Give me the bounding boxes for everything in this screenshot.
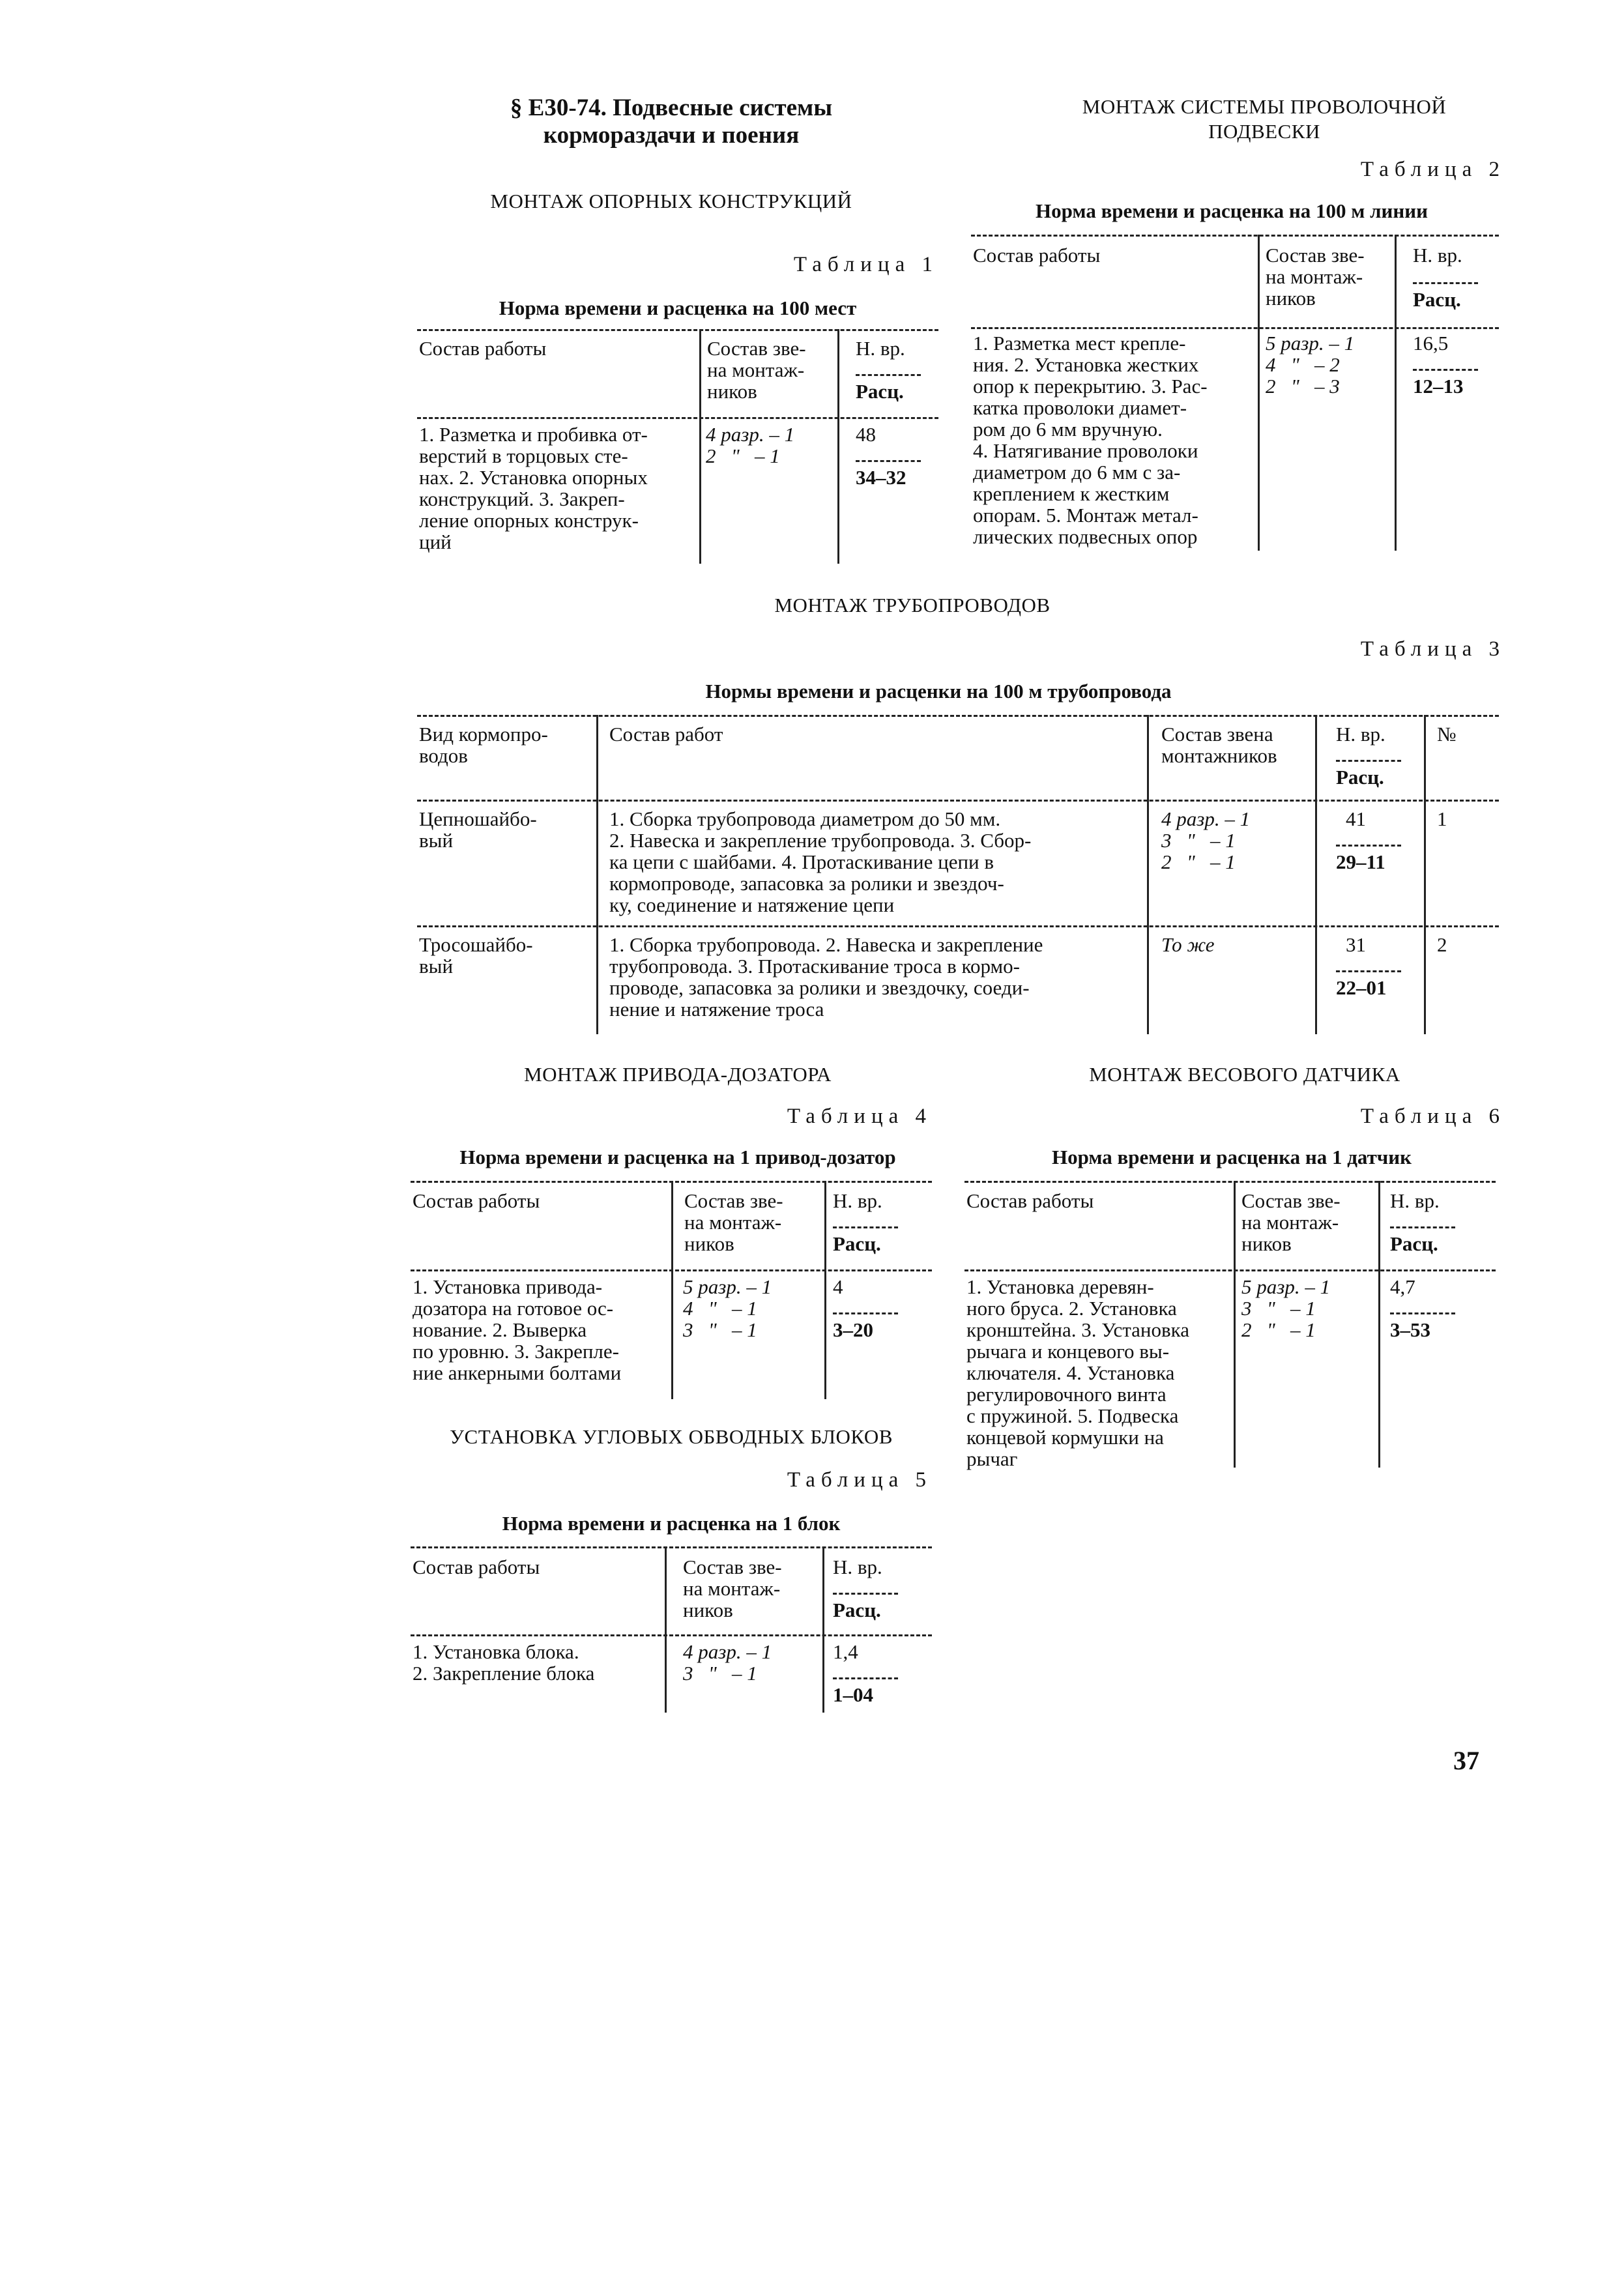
table6-header-work: Состав работы (966, 1189, 1094, 1212)
table3-row2-work: 1. Сборка трубопровода. 2. Навеска и закрепление трубопровода. 3. Протаскивание троса в кормо- проводе, запасовка за ролики и звездочку, соеди- нение и натяжение троса (609, 933, 1043, 1021)
table3-row1-rate: 29–11 (1336, 850, 1385, 873)
table6-row-crew: 5 разр. – 1 3 " – 1 2 " – 1 (1241, 1275, 1331, 1341)
table1-col-divider (837, 329, 839, 564)
table4-row-norm: 4 (833, 1275, 843, 1298)
table3-header-rate: Расц. (1336, 766, 1384, 789)
table3-row1-crew: 4 разр. – 1 3 " – 1 2 " – 1 (1161, 807, 1251, 873)
table1-header-divider (856, 369, 921, 381)
table3-heading: МОНТАЖ ТРУБОПРОВОДОВ (774, 594, 1051, 616)
table5-row-work: 1. Установка блока. 2. Закрепление блока (413, 1640, 595, 1685)
table4-header-norm: Н. вр. (833, 1189, 882, 1212)
section-title: § Е30-74. Подвесные системы кормораздачи и поения (510, 94, 833, 149)
table2-norm-title: Норма времени и расценка на 100 м линии (1036, 199, 1428, 222)
table1-header-crew: Состав зве- на монтаж- ников (707, 337, 806, 403)
table2-header-divider (1413, 277, 1478, 289)
table6-row-norm: 4,7 (1390, 1275, 1415, 1298)
table1-heading: МОНТАЖ ОПОРНЫХ КОНСТРУКЦИЙ (490, 190, 852, 212)
table6-header-divider (1390, 1221, 1455, 1233)
table1-row-work: 1. Разметка и пробивка от- верстий в торцовых сте- нах. 2. Установка опорных конструкций. 3. Закреп- ление опорных конструк- ций (419, 423, 648, 553)
table2-header-rate: Расц. (1413, 288, 1461, 311)
table2-label: Таблица 2 (1360, 158, 1505, 181)
table2-row-divider (1413, 364, 1478, 375)
table2-header-norm: Н. вр. (1413, 244, 1462, 267)
table2-row-work: 1. Разметка мест крепле- ния. 2. Установка жестких опор к перекрытию. 3. Рас- катка проволоки диамет- ром до 6 мм вручную. 4. Натягивание проволоки диаметром до 6 мм с за- креплением к жестким опорам. 5. Монтаж метал- лических подвесных опор (973, 332, 1208, 548)
table2-header-crew: Состав зве- на монтаж- ников (1266, 244, 1365, 310)
table2-row-crew: 5 разр. – 1 4 " – 2 2 " – 3 (1266, 332, 1355, 398)
table3-row1-norm: 41 (1346, 807, 1366, 830)
table3-col-divider (1424, 715, 1426, 1034)
table2-col-divider (1258, 235, 1260, 551)
table5-heading: УСТАНОВКА УГЛОВЫХ ОБВОДНЫХ БЛОКОВ (450, 1425, 893, 1448)
table1-header-norm: Н. вр. (856, 337, 905, 360)
table6-header-crew: Состав зве- на монтаж- ников (1241, 1189, 1341, 1255)
table2-top-rule (971, 235, 1499, 237)
table2-header-rule (971, 327, 1499, 329)
table4-heading: МОНТАЖ ПРИВОДА-ДОЗАТОРА (524, 1063, 832, 1086)
table5-row-divider (833, 1672, 898, 1684)
table1-top-rule (417, 329, 938, 331)
table4-col-divider (671, 1181, 673, 1399)
table3-row1-divider (1336, 839, 1401, 851)
table5-header-work: Состав работы (413, 1556, 540, 1578)
table1-label: Таблица 1 (793, 253, 938, 276)
table1-row-rate: 34–32 (856, 466, 906, 489)
table3-row2-norm: 31 (1346, 933, 1366, 956)
table4-row-crew: 5 разр. – 1 4 " – 1 3 " – 1 (683, 1275, 772, 1341)
table6-label: Таблица 6 (1360, 1105, 1505, 1128)
table6-col-divider (1234, 1181, 1236, 1468)
table3-norm-title: Нормы времени и расценки на 100 м трубопровода (705, 680, 1172, 703)
table2-header-work: Состав работы (973, 244, 1101, 267)
table5-top-rule (411, 1546, 932, 1548)
table5-row-crew: 4 разр. – 1 3 " – 1 (683, 1640, 772, 1685)
table3-header-number: № (1437, 723, 1457, 746)
table6-col-divider (1378, 1181, 1380, 1468)
table6-header-rate: Расц. (1390, 1232, 1438, 1255)
table6-header-norm: Н. вр. (1390, 1189, 1440, 1212)
table5-header-crew: Состав зве- на монтаж- ников (683, 1556, 782, 1621)
table3-row2-number: 2 (1437, 933, 1447, 956)
table3-header-work: Состав работ (609, 723, 723, 746)
table3-row1-work: 1. Сборка трубопровода диаметром до 50 мм. 2. Навеска и закрепление трубопровода. 3. Сбор- ка цепи с шайбами. 4. Протаскивание цепи в кормопроводе, запасовка за ролики и звездоч- ку, соединение и натяжение цепи (609, 807, 1032, 916)
table5-header-rate: Расц. (833, 1599, 881, 1621)
table4-col-divider (824, 1181, 826, 1399)
table1-norm-title: Норма времени и расценка на 100 мест (499, 297, 857, 319)
table6-norm-title: Норма времени и расценка на 1 датчик (1051, 1146, 1412, 1168)
table1-row-crew: 4 разр. – 1 2 " – 1 (706, 423, 795, 467)
table5-header-norm: Н. вр. (833, 1556, 882, 1578)
table2-heading: МОНТАЖ СИСТЕМЫ ПРОВОЛОЧНОЙ ПОДВЕСКИ (1082, 95, 1447, 143)
table5-col-divider (665, 1546, 667, 1713)
table3-col-divider (596, 715, 598, 1034)
table6-heading: МОНТАЖ ВЕСОВОГО ДАТЧИКА (1089, 1063, 1400, 1086)
table1-header-rule (417, 417, 938, 419)
table6-row-rate: 3–53 (1390, 1318, 1430, 1341)
table3-row2-crew: То же (1161, 933, 1215, 956)
table4-row-rate: 3–20 (833, 1318, 873, 1341)
table2-row-norm: 16,5 (1413, 332, 1449, 355)
table4-norm-title: Норма времени и расценка на 1 привод-дозатор (459, 1146, 896, 1168)
table3-col-divider (1147, 715, 1149, 1034)
table3-row1-type: Цепношайбо- вый (419, 807, 537, 852)
table6-row-divider (1390, 1307, 1455, 1319)
table4-label: Таблица 4 (787, 1105, 932, 1128)
table3-header-crew: Состав звена монтажников (1161, 723, 1277, 767)
table2-row-rate: 12–13 (1413, 375, 1464, 398)
table4-header-work: Состав работы (413, 1189, 540, 1212)
table3-row1-number: 1 (1437, 807, 1447, 830)
table5-label: Таблица 5 (787, 1468, 932, 1492)
table4-row-divider (833, 1307, 898, 1319)
table5-header-divider (833, 1587, 898, 1599)
table3-row-rule (417, 925, 1499, 927)
table3-header-divider (1336, 755, 1401, 766)
table3-row2-type: Тросошайбо- вый (419, 933, 533, 978)
table1-col-divider (699, 329, 701, 564)
table3-row2-rate: 22–01 (1336, 976, 1387, 999)
table6-top-rule (964, 1181, 1496, 1183)
page-number: 37 (1453, 1746, 1479, 1775)
table5-row-norm: 1,4 (833, 1640, 858, 1663)
table2-col-divider (1395, 235, 1397, 551)
table4-header-rate: Расц. (833, 1232, 881, 1255)
table3-header-rule (417, 800, 1499, 802)
table3-top-rule (417, 715, 1499, 717)
table1-row-divider (856, 455, 921, 467)
table5-header-rule (411, 1634, 932, 1636)
table3-row2-divider (1336, 965, 1401, 977)
table3-header-norm: Н. вр. (1336, 723, 1385, 746)
table6-header-rule (964, 1269, 1496, 1271)
table4-row-work: 1. Установка привода- дозатора на готовое ос- нование. 2. Выверка по уровню. 3. Закрепле- ние анкерными болтами (413, 1275, 622, 1384)
table4-header-divider (833, 1221, 898, 1233)
table1-row-norm: 48 (856, 423, 876, 446)
table3-label: Таблица 3 (1360, 637, 1505, 661)
table5-row-rate: 1–04 (833, 1683, 873, 1706)
table6-row-work: 1. Установка деревян- ного бруса. 2. Установка кронштейна. 3. Установка рычага и концевого вы- ключателя. 4. Установка регулировочного винта с пружиной. 5. Подвеска концевой кормушки на рычаг (966, 1275, 1190, 1470)
table5-norm-title: Норма времени и расценка на 1 блок (502, 1512, 841, 1535)
table1-header-rate: Расц. (856, 380, 904, 403)
table3-col-divider (1315, 715, 1317, 1034)
table1-header-work: Состав работы (419, 337, 547, 360)
table3-header-type: Вид кормопро- водов (419, 723, 548, 767)
table5-col-divider (822, 1546, 824, 1713)
table4-header-crew: Состав зве- на монтаж- ников (684, 1189, 783, 1255)
